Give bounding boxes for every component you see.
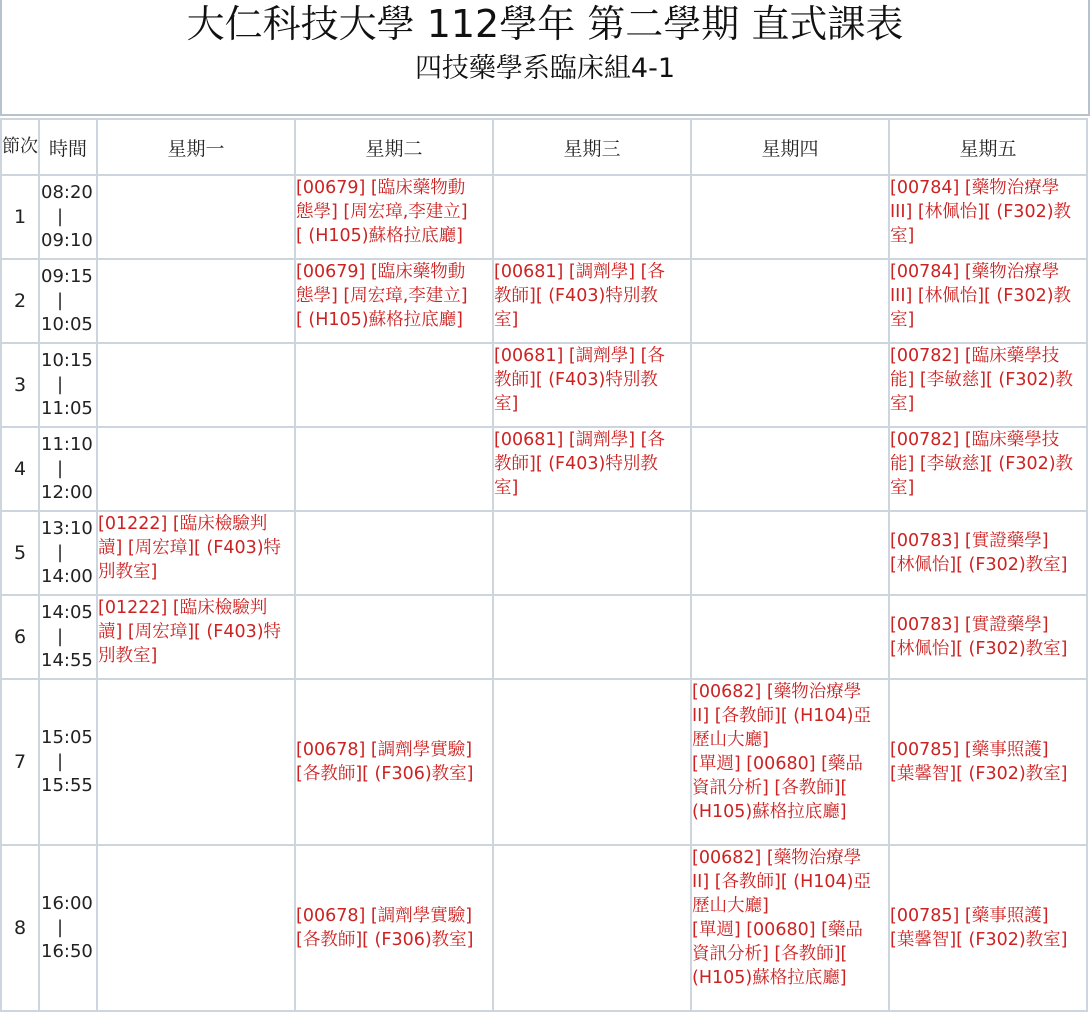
period-number: 3 [1,343,39,427]
course-line: 歷山大廳] [692,896,769,916]
period-row [1,259,1087,343]
time-end: 16:50 [41,941,93,962]
period-number: 6 [1,595,39,679]
course-cell-mon [97,679,295,845]
header-row [1,119,1087,175]
course-line: 資訊分析] [各教師][ [692,944,848,964]
course-cell-thu [691,343,889,427]
course-cell-tue [295,343,493,427]
course-cell-thu [691,845,889,1011]
course-line: 讀] [周宏璋][ (F403)特 [98,622,282,642]
course-line: [ (H105)蘇格拉底廳] [296,226,463,246]
course-cell-thu [691,175,889,259]
class-subtitle: 四技藥學系臨床組4-1 [414,53,676,84]
time-end: 14:55 [41,650,93,671]
period-time [39,595,97,679]
course-cell-tue [295,427,493,511]
course-cell-wed [493,511,691,595]
course-line: (H105)蘇格拉底廳] [692,968,847,988]
course-cell-tue [295,845,493,1011]
course-line: 室] [494,310,519,330]
period-number: 1 [1,175,39,259]
course-cell-mon [97,259,295,343]
time-start: 15:05 [41,727,93,748]
course-cell-fri [889,595,1087,679]
course-line: [ (H105)蘇格拉底廳] [296,310,463,330]
course-cell-fri [889,343,1087,427]
period-time [39,679,97,845]
course-cell-mon [97,595,295,679]
course-line: 別教室] [98,562,158,582]
col-header-section: 節次 [1,119,39,175]
time-end: 12:00 [41,482,93,503]
time-start: 14:05 [41,602,93,623]
time-start: 08:20 [41,182,93,203]
col-header-thu: 星期四 [691,119,889,175]
period-number: 8 [1,845,39,1011]
period-time [39,427,97,511]
course-line: [單週] [00680] [藥品 [692,920,863,940]
course-cell-wed [493,427,691,511]
period-row [1,175,1087,259]
time-end: 15:55 [41,775,93,796]
period-time [39,259,97,343]
course-cell-fri [889,175,1087,259]
course-line: [單週] [00680] [藥品 [692,754,863,774]
course-line: [各教師][ (F306)教室] [296,930,474,950]
course-line: [00679] [臨床藥物動 [296,262,466,282]
period-number: 2 [1,259,39,343]
course-line: 態學] [周宏璋,李建立] [296,286,468,306]
timetable [0,118,1088,1012]
course-line: [00783] [實證藥學] [890,531,1049,551]
time-start: 16:00 [41,893,93,914]
time-sep: | [57,542,64,563]
course-cell-wed [493,343,691,427]
course-line: [00682] [藥物治療學 [692,848,862,868]
course-line: [00784] [藥物治療學 [890,262,1060,282]
time-end: 11:05 [41,398,93,419]
course-line: 教師][ (F403)特別教 [494,454,658,474]
course-line: [葉馨智][ (F302)教室] [890,930,1068,950]
course-line: [00678] [調劑學實驗] [296,740,473,760]
course-cell-mon [97,427,295,511]
course-line: 資訊分析] [各教師][ [692,778,848,798]
course-cell-tue [295,259,493,343]
time-sep: | [57,206,64,227]
course-line: [00681] [調劑學] [各 [494,430,665,450]
period-row [1,511,1087,595]
course-line: [00678] [調劑學實驗] [296,906,473,926]
course-line: 室] [494,478,519,498]
time-sep: | [57,917,64,938]
time-start: 11:10 [41,434,93,455]
course-line: [00785] [藥事照護] [890,740,1049,760]
course-line: [各教師][ (F306)教室] [296,764,474,784]
period-time [39,511,97,595]
course-cell-fri [889,259,1087,343]
course-line: III] [林佩怡][ (F302)教 [890,202,1072,222]
course-line: [00681] [調劑學] [各 [494,346,665,366]
period-row [1,595,1087,679]
course-line: III] [林佩怡][ (F302)教 [890,286,1072,306]
course-line: 室] [494,394,519,414]
course-line: II] [各教師][ (H104)亞 [692,872,871,892]
course-cell-fri [889,679,1087,845]
period-time [39,175,97,259]
course-line: 室] [890,478,915,498]
course-line: [00783] [實證藥學] [890,615,1049,635]
course-line: 態學] [周宏璋,李建立] [296,202,468,222]
course-cell-mon [97,343,295,427]
course-line: 室] [890,310,915,330]
course-cell-tue [295,679,493,845]
course-cell-wed [493,175,691,259]
course-line: [00679] [臨床藥物動 [296,178,466,198]
period-number: 7 [1,679,39,845]
course-cell-mon [97,511,295,595]
time-sep: | [57,458,64,479]
period-row [1,427,1087,511]
course-cell-thu [691,259,889,343]
course-line: (H105)蘇格拉底廳] [692,802,847,822]
course-cell-wed [493,679,691,845]
period-row [1,343,1087,427]
course-line: 室] [890,226,915,246]
course-line: [00785] [藥事照護] [890,906,1049,926]
time-sep: | [57,374,64,395]
time-start: 13:10 [41,518,93,539]
course-line: [林佩怡][ (F302)教室] [890,639,1068,659]
course-line: 別教室] [98,646,158,666]
time-end: 09:10 [41,230,93,251]
course-cell-mon [97,845,295,1011]
course-line: [00784] [藥物治療學 [890,178,1060,198]
course-line: [00782] [臨床藥學技 [890,346,1060,366]
course-cell-tue [295,595,493,679]
course-line: 讀] [周宏璋][ (F403)特 [98,538,282,558]
course-cell-thu [691,427,889,511]
course-cell-fri [889,511,1087,595]
time-start: 10:15 [41,350,93,371]
course-cell-tue [295,511,493,595]
time-sep: | [57,626,64,647]
col-header-wed: 星期三 [493,119,691,175]
course-cell-thu [691,679,889,845]
col-header-fri: 星期五 [889,119,1087,175]
course-line: [林佩怡][ (F302)教室] [890,555,1068,575]
course-cell-thu [691,595,889,679]
course-cell-wed [493,845,691,1011]
course-cell-wed [493,595,691,679]
course-line: [葉馨智][ (F302)教室] [890,764,1068,784]
course-line: [00682] [藥物治療學 [692,682,862,702]
course-line: [01222] [臨床檢驗判 [98,598,268,618]
course-line: 能] [李敏慈][ (F302)教 [890,370,1074,390]
period-row [1,679,1087,845]
course-line: II] [各教師][ (H104)亞 [692,706,871,726]
period-time [39,343,97,427]
course-line: [00681] [調劑學] [各 [494,262,665,282]
time-end: 10:05 [41,314,93,335]
course-line: [00782] [臨床藥學技 [890,430,1060,450]
period-number: 4 [1,427,39,511]
col-header-tue: 星期二 [295,119,493,175]
timetable-header [0,0,1090,116]
period-number: 5 [1,511,39,595]
course-cell-fri [889,427,1087,511]
course-cell-wed [493,259,691,343]
col-header-mon: 星期一 [97,119,295,175]
course-cell-thu [691,511,889,595]
course-line: 歷山大廳] [692,730,769,750]
course-line: 能] [李敏慈][ (F302)教 [890,454,1074,474]
time-sep: | [57,290,64,311]
course-cell-fri [889,845,1087,1011]
course-line: 教師][ (F403)特別教 [494,370,658,390]
course-line: [01222] [臨床檢驗判 [98,514,268,534]
course-cell-tue [295,175,493,259]
period-time [39,845,97,1011]
course-cell-mon [97,175,295,259]
time-end: 14:00 [41,566,93,587]
course-line: 室] [890,394,915,414]
page-title: 大仁科技大學 112學年 第二學期 直式課表 [186,2,904,46]
col-header-time: 時間 [39,119,97,175]
period-row [1,845,1087,1011]
course-line: 教師][ (F403)特別教 [494,286,658,306]
time-start: 09:15 [41,266,93,287]
time-sep: | [57,751,64,772]
